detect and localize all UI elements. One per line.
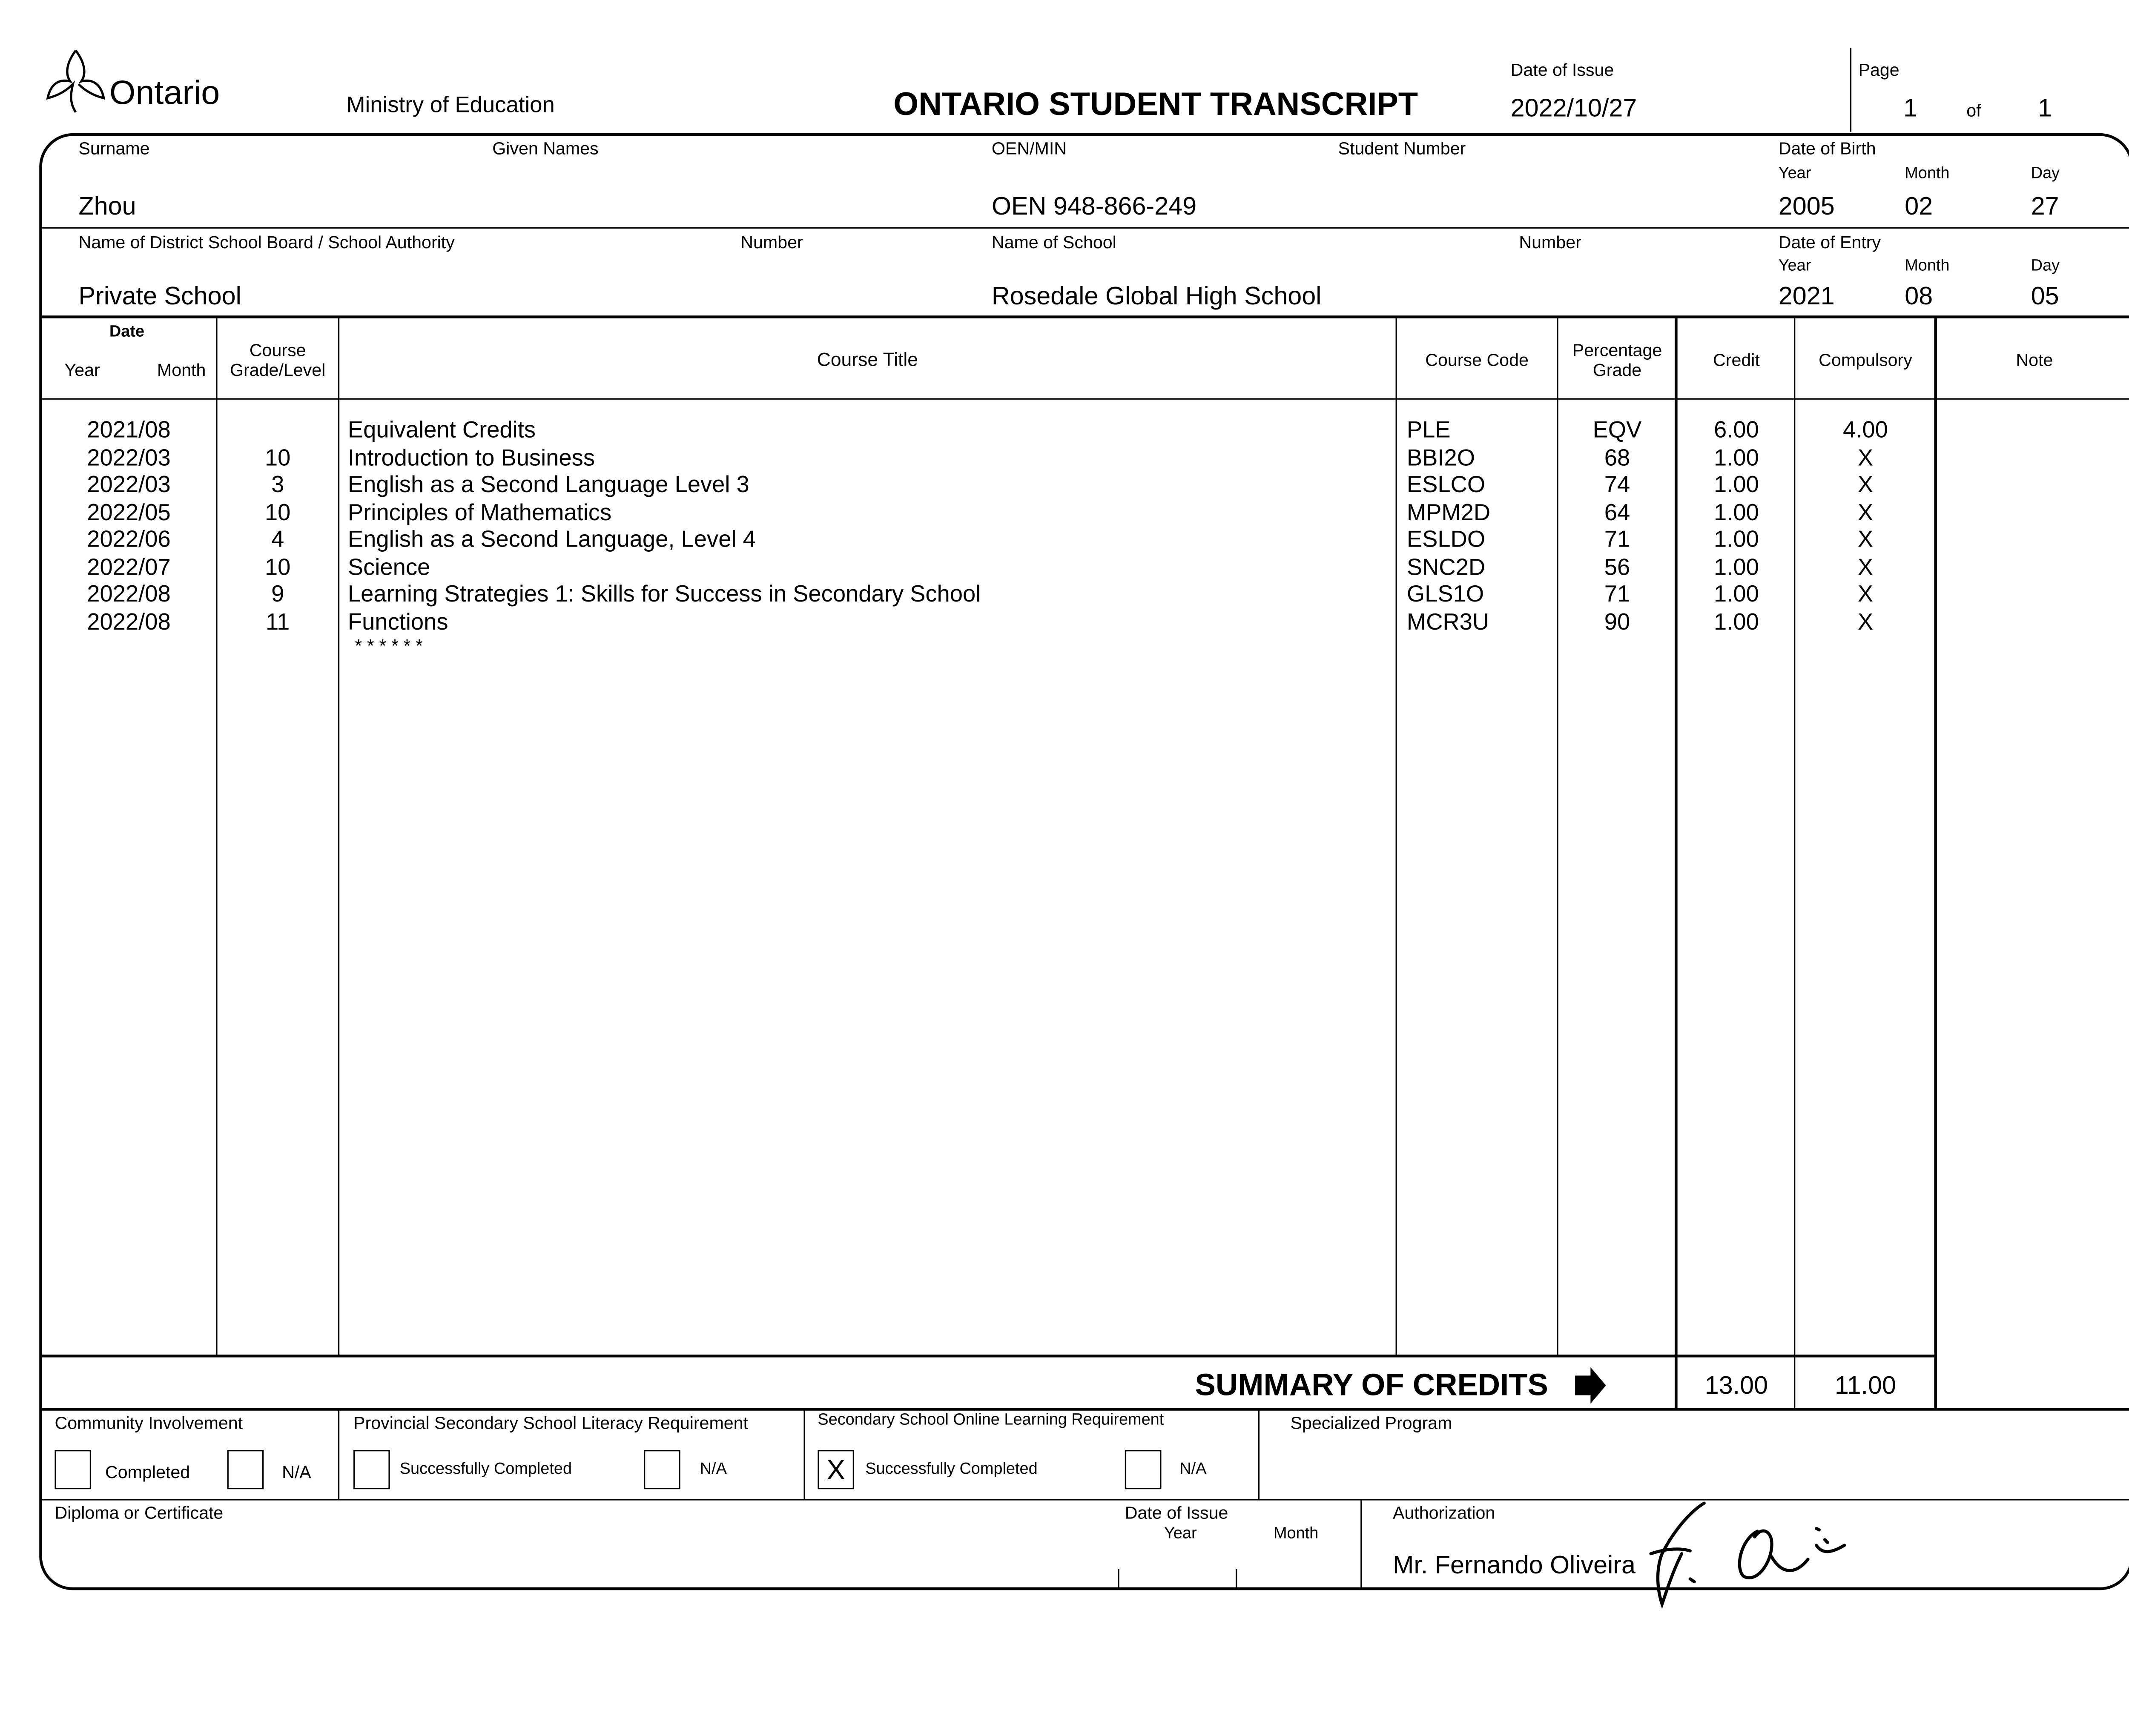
header-note: Note: [2016, 350, 2053, 370]
row-pct: EQV: [1592, 418, 1642, 443]
student-number-label: Student Number: [1338, 139, 1466, 159]
page-of-label: of: [1966, 101, 1981, 121]
ontario-trillium-icon: [45, 48, 106, 115]
row-date: 2021/08: [87, 418, 171, 443]
header-pct-line1: Percentage: [1572, 341, 1662, 361]
table-row: [0, 582, 2129, 609]
header-grade-line2: Grade/Level: [230, 360, 326, 380]
header-pct-line2: Grade: [1592, 360, 1642, 380]
row-code: MCR3U: [1406, 609, 1489, 635]
end-of-list-marker: * * * * * *: [355, 635, 423, 656]
board-number-label: Number: [740, 232, 803, 252]
entry-day-label: Day: [2031, 258, 2060, 275]
row-date: 2022/08: [87, 609, 171, 635]
row-title: Equivalent Credits: [347, 418, 536, 443]
row-title: English as a Second Language Level 3: [347, 473, 749, 498]
row-title: Science: [347, 554, 430, 580]
row-compulsory: X: [1857, 445, 1874, 471]
row-grade: 10: [264, 445, 291, 471]
dob-label: Date of Birth: [1778, 139, 1876, 159]
row-title: Principles of Mathematics: [347, 500, 612, 525]
table-row: [0, 555, 2129, 582]
ministry-name: Ministry of Education: [346, 94, 555, 118]
row-credit: 1.00: [1714, 582, 1759, 607]
community-label: Community Involvement: [55, 1413, 243, 1433]
row-credit: 1.00: [1714, 554, 1759, 580]
entry-year-label: Year: [1778, 258, 1811, 275]
row-code: SNC2D: [1406, 554, 1486, 580]
row-compulsory: X: [1857, 609, 1874, 635]
table-row: [0, 609, 2129, 636]
header-course-title: Course Title: [817, 349, 918, 370]
ontario-wordmark: Ontario: [109, 74, 220, 112]
community-completed-label: Completed: [105, 1462, 190, 1482]
header-course-code: Course Code: [1425, 350, 1529, 370]
row-title: Functions: [347, 609, 448, 635]
literacy-completed-checkbox[interactable]: [353, 1450, 390, 1489]
row-compulsory: X: [1857, 473, 1874, 498]
row-title: Introduction to Business: [347, 445, 595, 471]
dob-day-label: Day: [2031, 165, 2060, 183]
surname-value: Zhou: [78, 192, 136, 221]
row-title: English as a Second Language, Level 4: [347, 527, 756, 553]
header-year: Year: [64, 360, 100, 380]
footer-issue-label: Date of Issue: [1125, 1503, 1228, 1523]
row-date: 2022/03: [87, 445, 171, 471]
surname-label: Surname: [78, 139, 150, 159]
authorizer-name: Mr. Fernando Oliveira: [1392, 1551, 1636, 1579]
online-na-checkbox[interactable]: [1125, 1450, 1162, 1489]
row-grade: 10: [264, 554, 291, 580]
row-date: 2022/06: [87, 527, 171, 553]
diploma-label: Diploma or Certificate: [55, 1503, 224, 1523]
row-credit: 1.00: [1714, 500, 1759, 525]
school-name-value: Rosedale Global High School: [991, 282, 1322, 310]
table-row: [0, 418, 2129, 445]
signature-icon: [1648, 1498, 1858, 1610]
row-code: PLE: [1406, 418, 1451, 443]
divider-school: [41, 315, 2129, 318]
row-pct: 68: [1604, 445, 1630, 471]
document-title: ONTARIO STUDENT TRANSCRIPT: [893, 85, 1418, 122]
oen-value: OEN 948-866-249: [991, 192, 1197, 221]
row-date: 2022/08: [87, 582, 171, 607]
row-grade: 3: [271, 473, 284, 498]
summary-arrow-icon: [1574, 1366, 1607, 1405]
header-compulsory: Compulsory: [1819, 350, 1912, 370]
entry-year: 2021: [1778, 282, 1835, 310]
online-learning-label: Secondary School Online Learning Requirement: [818, 1412, 1164, 1429]
entry-label: Date of Entry: [1778, 232, 1881, 252]
req-divider-2: [803, 1409, 805, 1499]
row-grade: 10: [264, 500, 291, 525]
row-date: 2022/03: [87, 473, 171, 498]
row-pct: 74: [1604, 473, 1630, 498]
online-completed-label: Successfully Completed: [865, 1461, 1038, 1478]
row-code: BBI2O: [1406, 445, 1475, 471]
row-compulsory: 4.00: [1843, 418, 1888, 443]
authorization-divider: [1360, 1501, 1362, 1589]
dob-year-label: Year: [1778, 165, 1811, 183]
board-value: Private School: [78, 282, 241, 310]
row-compulsory: X: [1857, 500, 1874, 525]
board-label: Name of District School Board / School Authority: [78, 232, 455, 252]
literacy-na-checkbox[interactable]: [644, 1450, 680, 1489]
divider-student: [41, 227, 2129, 229]
issue-date: 2022/10/27: [1510, 94, 1637, 122]
row-grade: 11: [265, 609, 290, 635]
page-number: 1: [1903, 94, 1917, 122]
page-box-divider: [1850, 48, 1851, 132]
row-pct: 71: [1604, 582, 1630, 607]
dob-month-label: Month: [1905, 165, 1950, 183]
literacy-completed-label: Successfully Completed: [399, 1461, 572, 1478]
row-grade: 4: [271, 527, 284, 553]
entry-month-label: Month: [1905, 258, 1950, 275]
given-names-label: Given Names: [492, 139, 599, 159]
school-name-label: Name of School: [991, 232, 1116, 252]
community-na-checkbox[interactable]: [227, 1450, 264, 1489]
req-divider-3: [1258, 1409, 1260, 1499]
row-compulsory: X: [1857, 582, 1874, 607]
header-credit: Credit: [1713, 350, 1760, 370]
footer-tick-1: [1118, 1569, 1119, 1589]
oen-label: OEN/MIN: [991, 139, 1067, 159]
summary-bottom-line: [41, 1408, 2129, 1411]
entry-month: 08: [1905, 282, 1933, 310]
row-date: 2022/07: [87, 554, 171, 580]
row-compulsory: X: [1857, 527, 1874, 553]
row-credit: 1.00: [1714, 527, 1759, 553]
row-credit: 1.00: [1714, 473, 1759, 498]
row-grade: 9: [271, 582, 284, 607]
footer-issue-year-label: Year: [1164, 1525, 1197, 1543]
summary-label: SUMMARY OF CREDITS: [1195, 1367, 1548, 1402]
row-code: ESLDO: [1406, 527, 1486, 553]
table-row: [0, 500, 2129, 527]
community-completed-checkbox[interactable]: [55, 1450, 91, 1489]
school-number-label: Number: [1519, 232, 1581, 252]
row-pct: 64: [1604, 500, 1630, 525]
community-na-label: N/A: [282, 1462, 311, 1482]
dob-month: 02: [1905, 192, 1933, 221]
entry-day: 05: [2031, 282, 2059, 310]
row-title: Learning Strategies 1: Skills for Success in Secondary School: [347, 582, 981, 607]
dob-day: 27: [2031, 192, 2059, 221]
row-pct: 56: [1604, 554, 1630, 580]
row-credit: 1.00: [1714, 445, 1759, 471]
row-credit: 6.00: [1714, 418, 1759, 443]
header-month: Month: [157, 360, 206, 380]
req-divider-1: [338, 1409, 339, 1499]
specialized-program-label: Specialized Program: [1290, 1413, 1452, 1433]
row-pct: 71: [1604, 527, 1630, 553]
table-header-divider: [41, 398, 2129, 399]
row-pct: 90: [1604, 609, 1630, 635]
literacy-label: Provincial Secondary School Literacy Requirement: [353, 1413, 748, 1433]
summary-compulsory-total: 11.00: [1835, 1371, 1897, 1400]
row-compulsory: X: [1857, 554, 1874, 580]
dob-year: 2005: [1778, 192, 1835, 221]
header-date: Date: [109, 324, 145, 341]
row-date: 2022/05: [87, 500, 171, 525]
table-row: [0, 527, 2129, 555]
table-row: [0, 473, 2129, 500]
table-row: [0, 445, 2129, 473]
authorization-label: Authorization: [1392, 1503, 1495, 1523]
row-code: MPM2D: [1406, 500, 1491, 525]
summary-top-line: [41, 1355, 1937, 1358]
literacy-na-label: N/A: [700, 1461, 727, 1478]
row-code: ESLCO: [1406, 473, 1486, 498]
footer-issue-month-label: Month: [1273, 1525, 1319, 1543]
issue-date-label: Date of Issue: [1510, 60, 1614, 80]
page-label: Page: [1858, 60, 1899, 80]
page-total: 1: [2038, 94, 2052, 122]
footer-tick-2: [1236, 1569, 1237, 1589]
row-credit: 1.00: [1714, 609, 1759, 635]
summary-credit-total: 13.00: [1704, 1371, 1768, 1400]
online-na-label: N/A: [1179, 1461, 1207, 1478]
row-code: GLS1O: [1406, 582, 1484, 607]
online-completed-checkbox[interactable]: X: [818, 1450, 854, 1489]
header-grade-line1: Course: [249, 341, 306, 361]
